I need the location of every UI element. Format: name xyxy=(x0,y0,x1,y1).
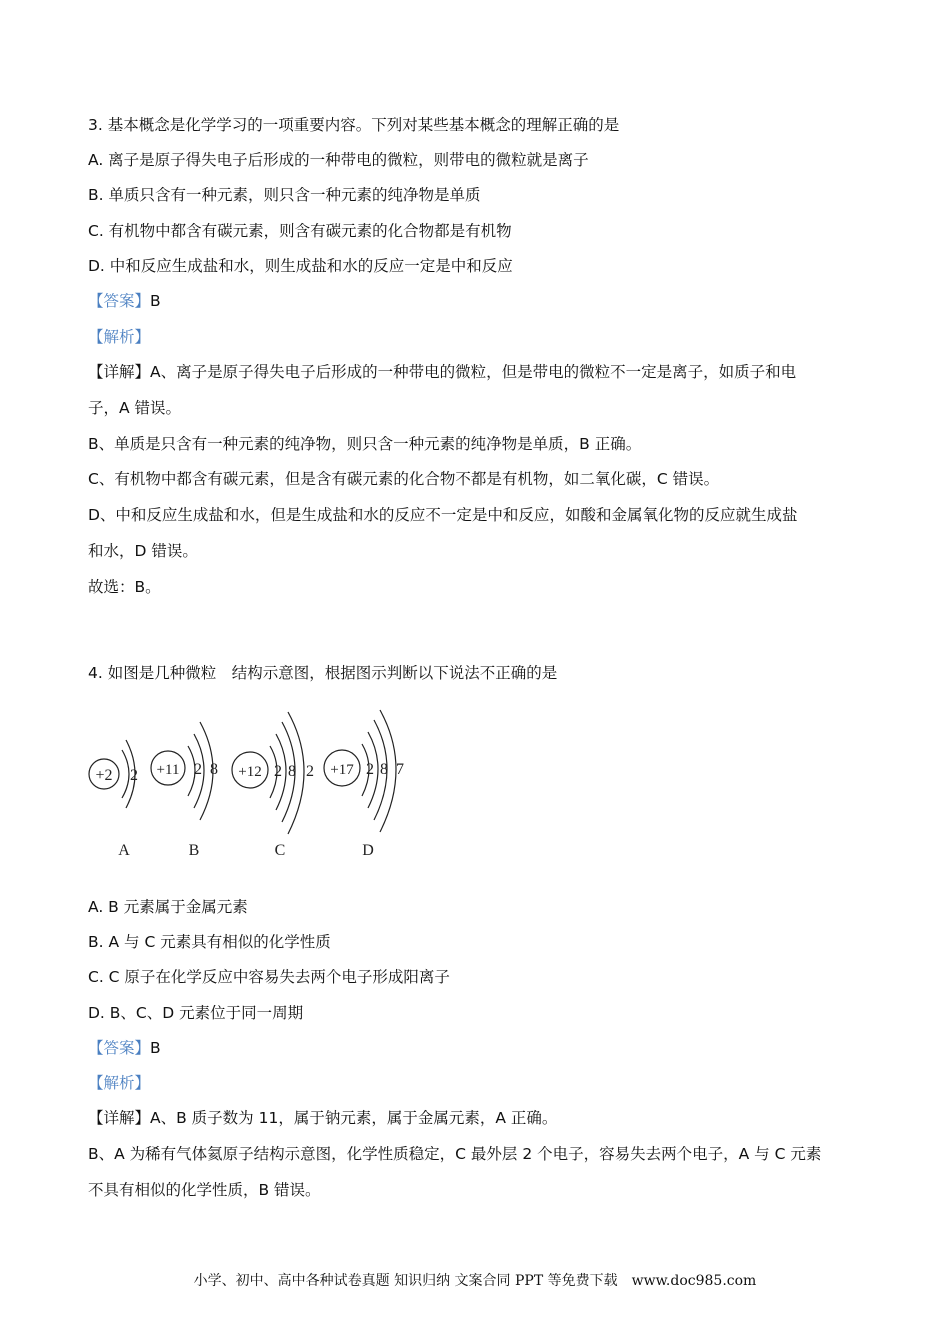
atom-c-shell: 2 xyxy=(274,763,282,780)
atom-b-label: B xyxy=(188,842,200,859)
q4-option-d: D. B、C、D 元素位于同一周期 xyxy=(88,1004,304,1022)
q3-option-b: B. 单质只含有一种元素，则只含一种元素的纯净物是单质 xyxy=(88,186,481,204)
q3-analysis-label: 【解析】 xyxy=(88,328,151,346)
q3-detail-line: 【详解】A、离子是原子得失电子后形成的一种带电的微粒，但是带电的微粒不一定是离子，如质子和电 xyxy=(88,363,797,381)
q3-detail-line: B、单质是只含有一种元素的纯净物，则只含一种元素的纯净物是单质，B 正确。 xyxy=(88,435,642,453)
atom-a-label: A xyxy=(118,842,130,859)
q4-detail-line: 【详解】A、B 质子数为 11，属于钠元素，属于金属元素，A 正确。 xyxy=(88,1109,558,1127)
atom-a xyxy=(89,740,138,859)
atom-b xyxy=(151,722,218,859)
atom-a-shell: 2 xyxy=(130,767,138,784)
q4-detail-line: B、A 为稀有气体氦原子结构示意图，化学性质稳定，C 最外层 2 个电子，容易失去两个电子，A 与 C 元素 xyxy=(88,1145,822,1163)
answer-label: 【答案】 xyxy=(88,292,151,310)
atom-d-label: D xyxy=(362,842,374,859)
q4-stem: 4. 如图是几种微粒 结构示意图，根据图示判断以下说法不正确的是 xyxy=(88,664,558,682)
atom-d-shell: 7 xyxy=(396,761,404,778)
atom-c-shell: 8 xyxy=(288,763,296,780)
page-footer: 小学、初中、高中各种试卷真题 知识归纳 文案合同 PPT 等免费下载 www.doc985.com xyxy=(193,1273,757,1289)
q4-detail-line: 不具有相似的化学性质，B 错误。 xyxy=(88,1181,321,1199)
atom-b-shell: 8 xyxy=(210,761,218,778)
atom-c-label: C xyxy=(274,842,286,859)
atom-d-nucleus: +17 xyxy=(330,762,354,778)
atom-a-nucleus: +2 xyxy=(95,767,113,784)
q4-option-c: C. C 原子在化学反应中容易失去两个电子形成阳离子 xyxy=(88,968,450,986)
q3-detail-line: 和水，D 错误。 xyxy=(88,542,198,560)
q3-detail-line: C、有机物中都含有碳元素，但是含有碳元素的化合物不都是有机物，如二氧化碳，C 错误。 xyxy=(88,470,720,488)
q3-answer xyxy=(88,291,161,311)
answer-value: B xyxy=(150,1039,161,1057)
atom-d-shell: 8 xyxy=(380,761,388,778)
atom-c-shell: 2 xyxy=(306,763,314,780)
q3-option-a: A. 离子是原子得失电子后形成的一种带电的微粒，则带电的微粒就是离子 xyxy=(88,151,589,169)
atom-b-nucleus: +11 xyxy=(156,762,180,778)
atom-c-nucleus: +12 xyxy=(238,764,262,780)
atom-d-shell: 2 xyxy=(366,761,374,778)
q4-analysis-label: 【解析】 xyxy=(88,1074,151,1092)
atom-d xyxy=(324,710,404,859)
atom-c xyxy=(232,712,314,859)
q4-answer xyxy=(88,1038,161,1058)
q3-detail-line: 子，A 错误。 xyxy=(88,399,182,417)
answer-value: B xyxy=(150,292,161,310)
answer-label: 【答案】 xyxy=(88,1039,151,1057)
q4-option-a: A. B 元素属于金属元素 xyxy=(88,898,248,916)
atom-b-shell: 2 xyxy=(194,761,202,778)
q3-option-c: C. 有机物中都含有碳元素，则含有碳元素的化合物都是有机物 xyxy=(88,222,512,240)
q3-stem: 3. 基本概念是化学学习的一项重要内容。下列对某些基本概念的理解正确的是 xyxy=(88,116,620,134)
q3-detail-line: D、中和反应生成盐和水，但是生成盐和水的反应不一定是中和反应，如酸和金属氧化物的反应就生成盐 xyxy=(88,506,798,524)
atomic-structure-diagram xyxy=(84,708,424,868)
q3-option-d: D. 中和反应生成盐和水，则生成盐和水的反应一定是中和反应 xyxy=(88,257,513,275)
q4-option-b: B. A 与 C 元素具有相似的化学性质 xyxy=(88,933,331,951)
q3-detail-line: 故选：B。 xyxy=(88,578,161,596)
